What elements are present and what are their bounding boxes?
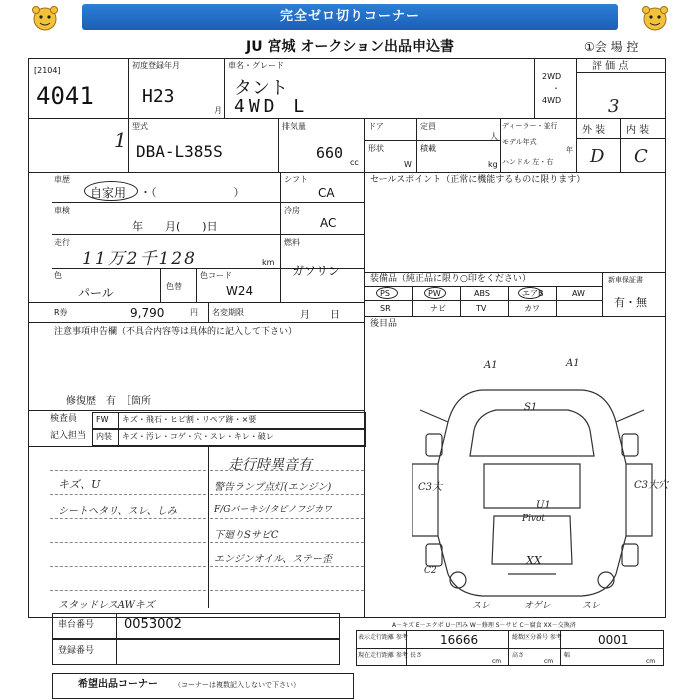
usage-rest: ・（ ） <box>140 186 245 199</box>
model-label: 型式 <box>132 122 148 131</box>
km-unit: km <box>262 258 275 267</box>
cm-unit-3: cm <box>646 658 656 665</box>
drive-dot: ・ <box>552 84 560 93</box>
current-mileage-label: 現在走行距離 参考 <box>358 652 408 659</box>
ext-value: D <box>590 146 605 167</box>
diagram-a1-right: A1 <box>566 358 580 369</box>
ext-label: 外 装 <box>582 125 606 136</box>
recycle-label: R券 <box>54 308 68 317</box>
door-label: ドア <box>368 122 384 131</box>
wish-corner-label: 希望出品コーナー <box>78 679 158 690</box>
shape-unit: W <box>404 160 412 169</box>
color-code-value: W24 <box>226 284 254 298</box>
note-studless: スタッドレスAWキズ <box>58 600 155 611</box>
mascot-left-icon <box>30 4 60 34</box>
display-mileage-label: 表示走行距離 参考 <box>358 634 408 641</box>
mileage-value: 11万2千128 <box>82 249 197 269</box>
rating-value: 3 <box>608 96 620 117</box>
corner-banner <box>82 4 618 30</box>
count-value: 0001 <box>598 633 629 647</box>
lot-number: 4041 <box>36 82 94 110</box>
remark-fg: F/Gバーキシ/タピノフジカワ <box>214 505 332 515</box>
repair-history-label: 修復歴 有 ［箇所 <box>66 396 151 407</box>
cc-value: 660 <box>316 144 344 162</box>
width-label: 幅 <box>564 652 571 659</box>
int-value: C <box>634 146 648 167</box>
diagram-u1: U1 <box>536 500 551 511</box>
equip-airbag: エアB <box>522 289 544 298</box>
capacity-label: 定員 <box>420 122 436 131</box>
usage-value: 自家用 <box>90 186 127 200</box>
shape-label: 形状 <box>368 144 384 153</box>
model-year-unit: 年 <box>566 146 573 154</box>
diagram-xx: XX <box>526 554 542 567</box>
cm-unit-1: cm <box>492 658 502 665</box>
cc-unit: cc <box>350 158 359 167</box>
notes-title: 注意事項申告欄（不具合内容等は具体的に記入して下さい） <box>54 327 298 337</box>
remark-under: 下廻りSサビC <box>214 530 279 541</box>
load-unit: kg <box>488 160 498 169</box>
mileage-label: 走行 <box>54 238 70 247</box>
dealer-label: ディーラー・並行 <box>502 122 558 130</box>
shift-label: シフト <box>284 175 308 184</box>
venue-copy-label: ①会 場 控 <box>584 40 639 54</box>
color-value: パール <box>78 286 114 300</box>
damage-legend: A－キズ E－エクボ U－凹み W－修理 S－サビ C－腐食 XX－交換済 <box>392 622 576 629</box>
length-label: 長さ <box>410 652 423 659</box>
banner-title: 完全ゼロ切りコーナー <box>279 9 420 24</box>
equip-aw: AW <box>572 289 585 298</box>
diagram-c2: C2 <box>424 566 437 576</box>
cm-unit-2: cm <box>544 658 554 665</box>
int-label: 内 装 <box>626 125 650 136</box>
first-reg-value: H23 <box>142 86 175 107</box>
name-change-value: 月 日 <box>300 310 340 321</box>
month-mark: 月 <box>214 106 222 115</box>
sales-point-label: セールスポイント（正常に機能するものに限ります） <box>370 175 586 185</box>
fuel-label: 燃料 <box>284 238 300 247</box>
diagram-a1-left: A1 <box>484 360 498 371</box>
handle-label: ハンドル 左・右 <box>502 158 554 166</box>
capacity-unit: 人 <box>490 132 498 141</box>
equip-ps: PS <box>380 289 390 298</box>
diagram-s1: S1 <box>524 402 538 413</box>
model-year-label: モデル年式 <box>502 138 537 146</box>
inspection-label: 車検 <box>54 206 70 215</box>
load-label: 積載 <box>420 144 436 153</box>
display-mileage-value: 16666 <box>440 633 479 647</box>
count-label: 総数区分番号 参考 <box>512 634 562 641</box>
first-reg-label: 初度登録年月 <box>132 61 180 70</box>
chassis-number-box <box>52 613 340 639</box>
usage-label: 車歴 <box>54 175 70 184</box>
color-no-label: 色替 <box>166 282 182 291</box>
equip-kawa: カワ <box>524 304 540 313</box>
ac-value: AC <box>320 216 337 230</box>
recorder-label: 記入担当 <box>50 431 87 441</box>
shift-value: CA <box>318 186 335 200</box>
drive-2wd: 2WD <box>542 72 562 81</box>
rear-seat-label: 後目品 <box>370 319 398 329</box>
side-mark: 1 <box>114 128 127 152</box>
reg-number-label: 登録番号 <box>58 646 95 656</box>
mascot-right-icon <box>640 4 670 34</box>
recycle-value: 9,790 <box>130 306 165 320</box>
equip-navi: ナビ <box>430 304 446 313</box>
chassis-number-label: 車台番号 <box>58 620 95 630</box>
equipment-title: 装備品（純正品に限り○印をください） <box>370 274 531 284</box>
color-label: 色 <box>54 271 62 280</box>
ac-label: 冷房 <box>284 206 300 215</box>
diagram-sure-left: スレ <box>472 601 491 611</box>
legend-int-code: 内装 <box>96 432 112 441</box>
drive-4wd: 4WD <box>542 96 562 105</box>
note-scratch: キズ、U <box>58 478 101 491</box>
car-name-label: 車名・グレード <box>228 61 284 70</box>
diagram-c3-left: C3大 <box>418 482 443 493</box>
diagram-pivot: Pivot <box>522 514 546 524</box>
legend-fw-code: FW <box>96 415 109 424</box>
color-code-label: 色コード <box>200 271 232 280</box>
auction-org-title: JU 宮城 オークション出品申込書 <box>246 39 455 55</box>
equip-ps-circle <box>376 287 398 299</box>
chassis-number-value: 0053002 <box>124 617 182 632</box>
equip-sr: SR <box>380 304 391 313</box>
diagram-sure-right: スレ <box>582 601 601 611</box>
new-car-warranty-label: 新車保証書 <box>608 276 643 284</box>
cc-label: 排気量 <box>282 122 306 131</box>
height-label: 高さ <box>512 652 525 659</box>
rating-label: 評 価 点 <box>592 61 629 72</box>
lot-code: [2104] <box>34 66 61 75</box>
legend-int-text: キズ・汚レ・コゲ・穴・スレ・キレ・破レ <box>122 432 274 441</box>
name-change-label: 名変期限 <box>212 308 244 317</box>
inspection-value: 年 月( )日 <box>132 220 218 233</box>
recycle-unit: 円 <box>190 308 198 317</box>
diagram-c3-right: C3大穴 <box>634 480 669 491</box>
remark-warning: 警告ランプ点灯(エンジン) <box>214 482 332 493</box>
model-value: DBA-L385S <box>136 142 223 161</box>
reg-number-box <box>52 639 340 665</box>
diagram-ogure: オゲレ <box>524 601 551 611</box>
car-grade-value: 4WD L <box>234 96 309 117</box>
remark-noise: 走行時異音有 <box>228 457 312 473</box>
equip-pw: PW <box>428 289 441 298</box>
equip-airbag-circle <box>518 287 542 299</box>
inspector-label: 検査員 <box>50 414 78 424</box>
note-seat: シートヘタリ、スレ、しみ <box>58 506 177 517</box>
equip-pw-circle <box>424 287 446 299</box>
wish-corner-note: （コーナーは複数記入しないで下さい） <box>174 681 300 689</box>
equip-tv: TV <box>476 304 487 313</box>
equip-abs: ABS <box>474 289 490 298</box>
fuel-value: ガソリン <box>292 264 341 278</box>
car-name-value: タント <box>234 78 288 99</box>
new-car-warranty-value: 有・無 <box>614 296 647 309</box>
remark-oil: エンジンオイル、ステー歪 <box>214 554 332 565</box>
legend-fw-text: キズ・飛石・ヒビ割・リペア跡・×要 <box>122 415 257 424</box>
